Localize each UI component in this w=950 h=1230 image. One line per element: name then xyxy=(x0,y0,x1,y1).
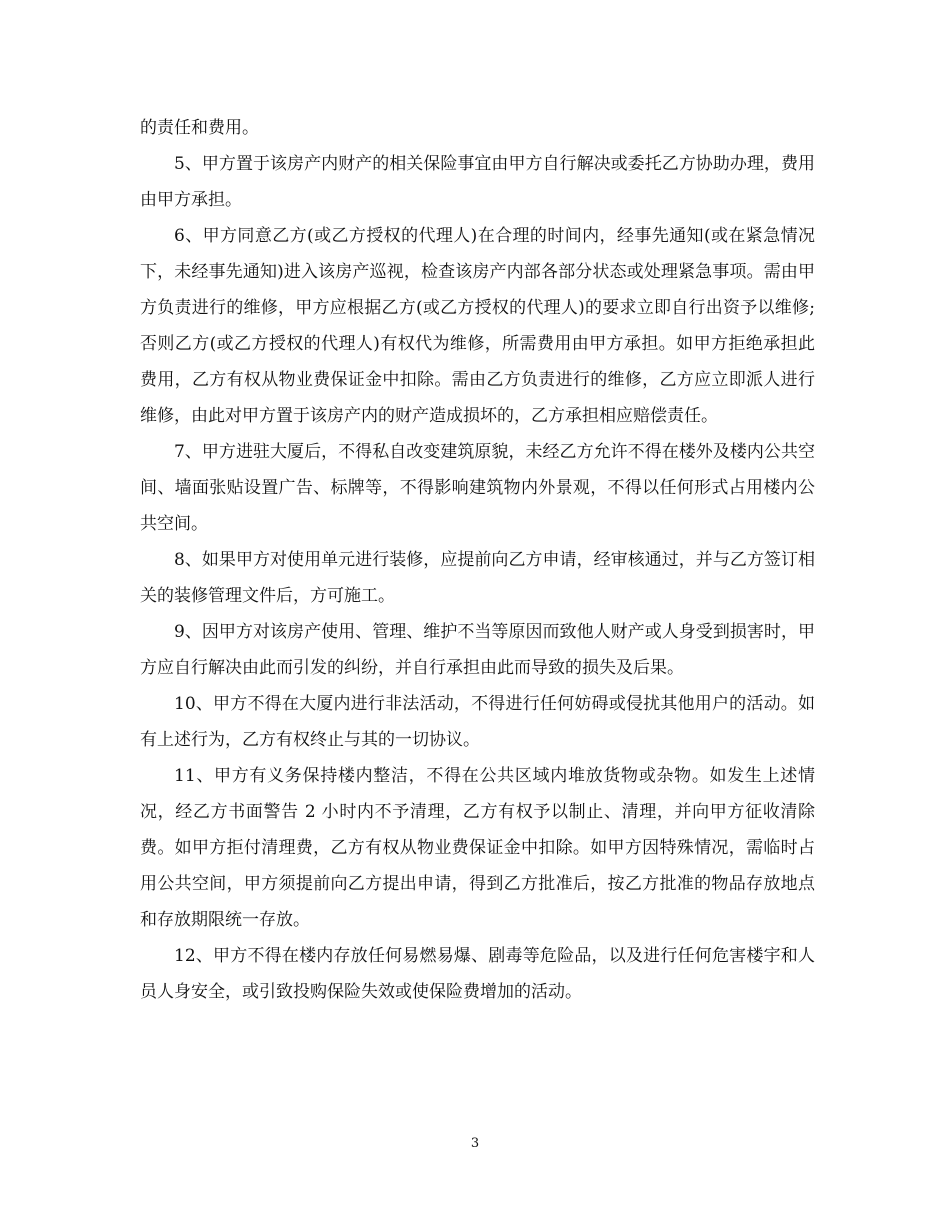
paragraph-clause-12: 12、甲方不得在楼内存放任何易燃易爆、剧毒等危险品，以及进行任何危害楼宇和人员人身安全，或引致投购保险失效或使保险费增加的活动。 xyxy=(140,946,815,1002)
paragraph-continuation: 的责任和费用。 xyxy=(140,118,259,138)
paragraph-clause-11: 11、甲方有义务保持楼内整洁，不得在公共区域内堆放货物或杂物。如发生上述情况，经乙方书面警告 2 小时内不予清理，乙方有权予以制止、清理，并向甲方征收清除费。如甲方拒付清理费，乙方有权从物业费保证金中扣除。如甲方因特殊情况，需临时占用公共空间，甲方须提前向乙方提出申请，得到乙方批准后，按乙方批准的物品存放地点和存放期限统一存放。 xyxy=(140,766,815,930)
paragraph-clause-6: 6、甲方同意乙方(或乙方授权的代理人)在合理的时间内，经事先通知(或在紧急情况下，未经事先通知)进入该房产巡视，检查该房产内部各部分状态或处理紧急事项。需由甲方负责进行的维修，甲方应根据乙方(或乙方授权的代理人)的要求立即自行出资予以维修;否则乙方(或乙方授权的代理人)有权代为维修，所需费用由甲方承担。如甲方拒绝承担此费用，乙方有权从物业费保证金中扣除。需由乙方负责进行的维修，乙方应立即派人进行维修，由此对甲方置于该房产内的财产造成损坏的，乙方承担相应赔偿责任。 xyxy=(140,226,815,426)
paragraph-clause-8: 8、如果甲方对使用单元进行装修，应提前向乙方申请，经审核通过，并与乙方签订相关的装修管理文件后，方可施工。 xyxy=(140,550,815,606)
paragraph-clause-10: 10、甲方不得在大厦内进行非法活动，不得进行任何妨碍或侵扰其他用户的活动。如有上述行为，乙方有权终止与其的一切协议。 xyxy=(140,694,815,750)
document-body xyxy=(140,110,815,1010)
paragraph-clause-9: 9、因甲方对该房产使用、管理、维护不当等原因而致他人财产或人身受到损害时，甲方应自行解决由此而引发的纠纷，并自行承担由此而导致的损失及后果。 xyxy=(140,622,815,678)
paragraph-clause-7: 7、甲方进驻大厦后，不得私自改变建筑原貌，未经乙方允许不得在楼外及楼内公共空间、墙面张贴设置广告、标牌等，不得影响建筑物内外景观，不得以任何形式占用楼内公共空间。 xyxy=(140,442,815,534)
paragraph-clause-5: 5、甲方置于该房产内财产的相关保险事宜由甲方自行解决或委托乙方协助办理，费用由甲方承担。 xyxy=(140,154,815,210)
page-number: 3 xyxy=(470,1136,480,1151)
